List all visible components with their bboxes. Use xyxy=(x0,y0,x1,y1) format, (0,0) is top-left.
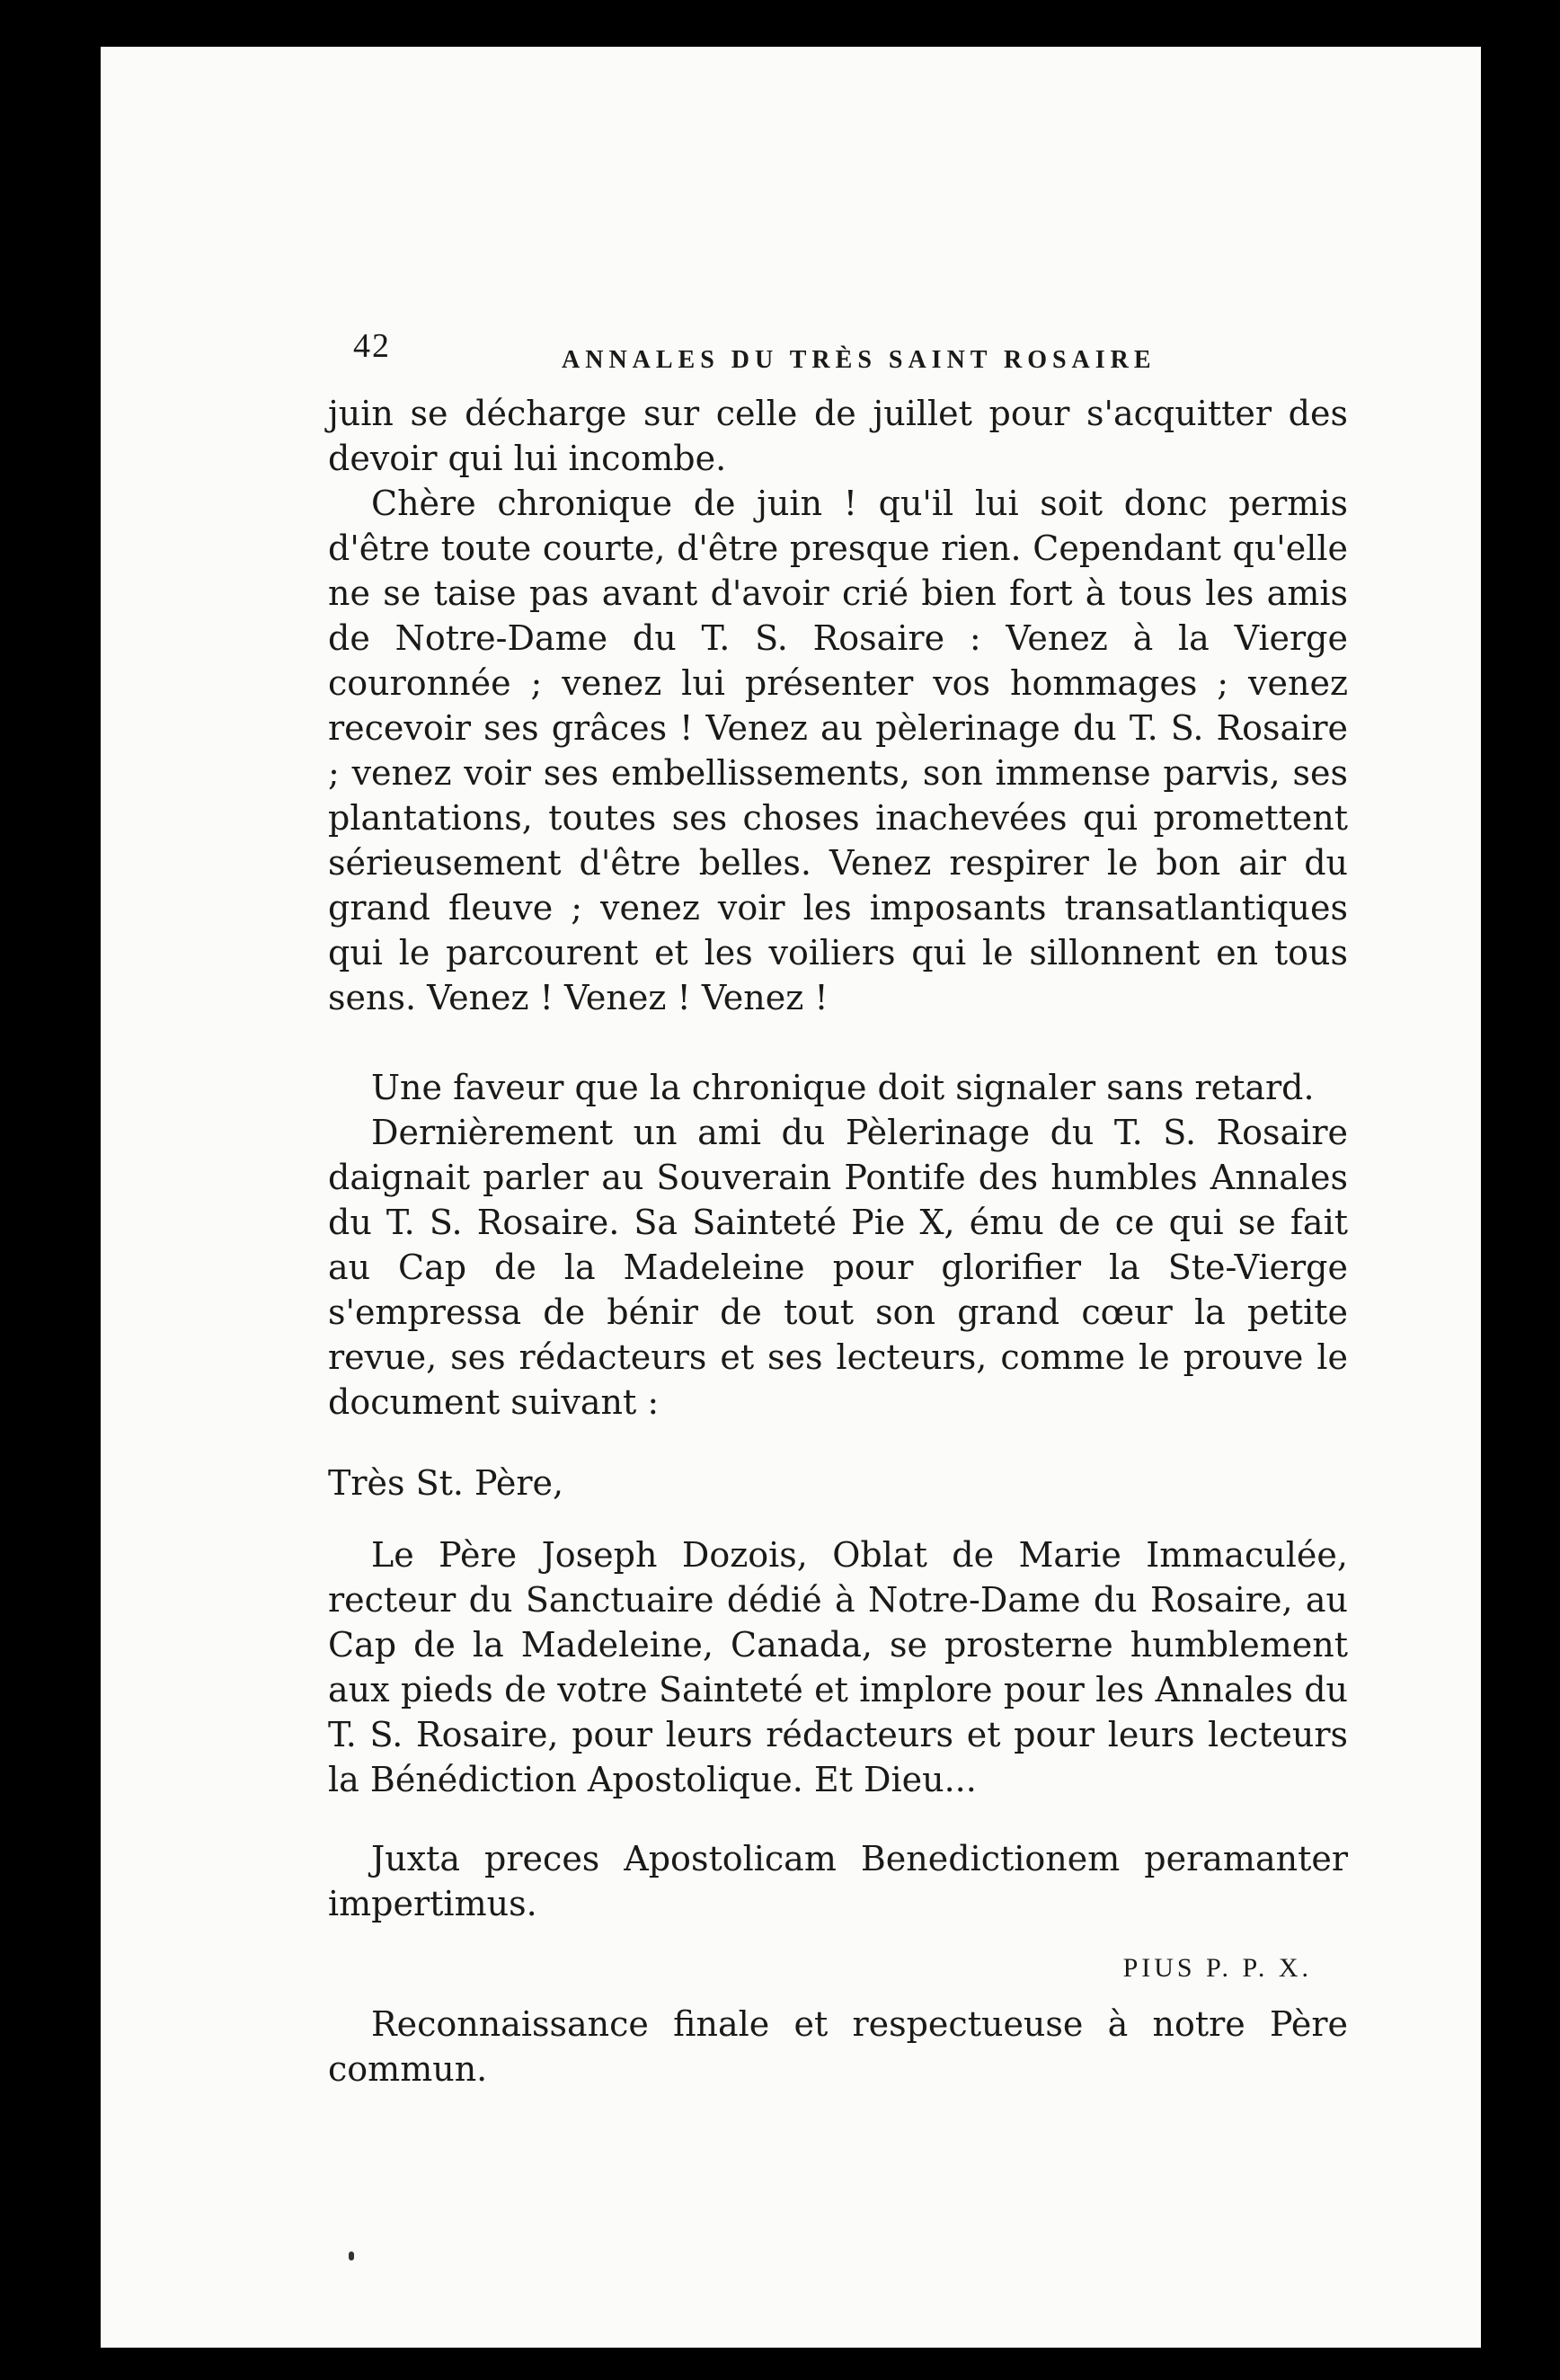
page-text-block xyxy=(328,319,1348,2091)
paragraph-supplique: Le Père Joseph Dozois, Oblat de Marie Immaculée, recteur du Sanctuaire dédié à Notre-Dame du Rosaire, au Cap de la Madeleine, Canada, se prosterne humblement aux pieds de votre Sainteté et implore pour les Annales du T. S. Rosaire, pour leurs rédacteurs et pour leurs lecteurs la Bénédiction Apostolique. Et Dieu... xyxy=(328,1535,1348,1799)
paragraph-chronique: Chère chronique de juin ! qu'il lui soit donc permis d'être toute courte, d'être presque rien. Cependant qu'elle ne se taise pas avant d'avoir crié bien fort à tous les amis de Notre-Dame du T. S. Rosaire : Venez à la Vierge couronnée ; venez lui présenter vos hommages ; venez recevoir ses grâces ! Venez au pèlerinage du T. S. Rosaire ; venez voir ses embellissements, son immense parvis, ses plantations, toutes ses choses inachevées qui promettent sérieusement d'être belles. Venez respirer le bon air du grand fleuve ; venez voir les imposants transatlantiques qui le parcourent et les voiliers qui le sillonnent en tous sens. Venez ! Venez ! Venez ! xyxy=(328,484,1348,1017)
running-head: ANNALES DU TRÈS SAINT ROSAIRE xyxy=(562,346,1157,374)
letter-salutation: Très St. Père, xyxy=(328,1463,564,1503)
paragraph-continuation: juin se décharge sur celle de juillet pour s'acquitter des devoir qui lui incombe. xyxy=(328,394,1348,478)
paragraph-benediction: Juxta preces Apostolicam Benedictionem peramanter impertimus. xyxy=(328,1839,1348,1923)
ink-speck xyxy=(349,2251,354,2260)
page-header xyxy=(328,319,1348,391)
paragraph-faveur: Une faveur que la chronique doit signaler sans retard. xyxy=(371,1068,1315,1107)
paragraph-pontife: Dernièrement un ami du Pèlerinage du T. S. Rosaire daignait parler au Souverain Pontife des humbles Annales du T. S. Rosaire. Sa Sainteté Pie X, ému de ce qui se fait au Cap de la Madeleine pour glorifier la Ste-Vierge s'empressa de bénir de tout son grand cœur la petite revue, ses rédacteurs et ses lecteurs, comme le prouve le document suivant : xyxy=(328,1113,1348,1422)
page-number: 42 xyxy=(353,327,391,365)
paragraph-reconnaissance: Reconnaissance finale et respectueuse à notre Père commun. xyxy=(328,2004,1348,2089)
papal-signature: PIUS P. P. X. xyxy=(1122,1953,1312,1983)
